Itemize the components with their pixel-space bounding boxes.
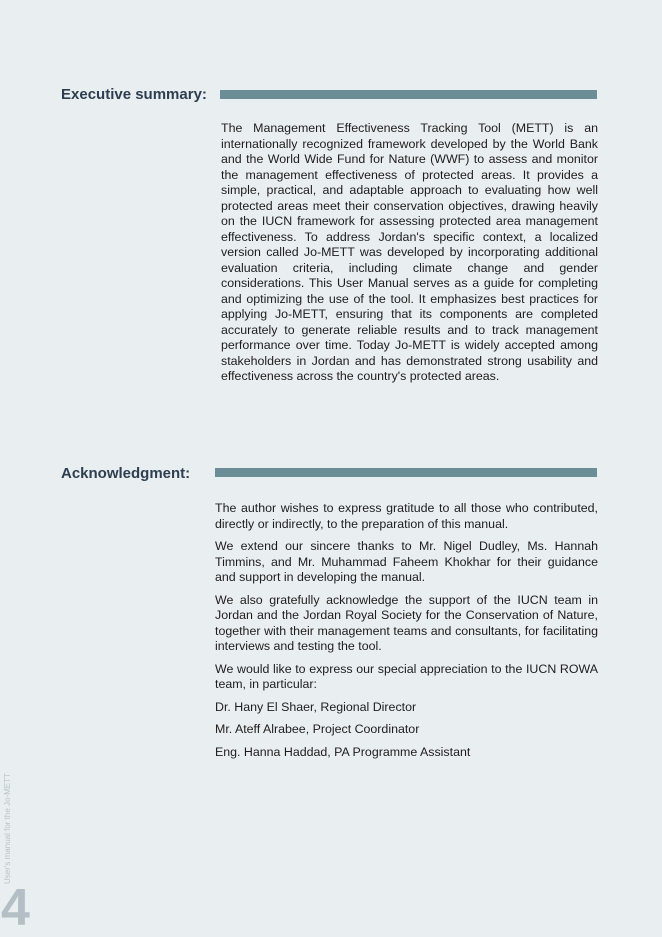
sidebar-manual-label: User's manual for the Jo-METT (3, 773, 12, 884)
executive-summary-header (0, 85, 662, 109)
page-number: 4 (1, 879, 30, 937)
acknowledgment-person: Dr. Hany El Shaer, Regional Director (215, 699, 417, 714)
acknowledgment-header (0, 464, 662, 488)
executive-summary-paragraph: The Management Effectiveness Tracking Tool (METT) is an internationally recognized framework developed by the World Bank and the World Wide Fund for Nature (WWF) to assess and monitor the management effectiveness of protected areas. It provides a simple, practical, and adaptable approach to evaluating how well protected areas meet their conservation objectives, drawing heavily on the IUCN framework for assessing protected area management effectiveness. To address Jordan's specific context, a localized version called Jo-METT was developed by incorporating additional evaluation criteria, including climate change and gender considerations. This User Manual serves as a guide for completing and optimizing the use of the tool. It emphasizes best practices for applying Jo-METT, ensuring that its components are completed accurately to generate reliable results and to track management performance over time. Today Jo-METT is widely accepted among stakeholders in Jordan and has demonstrated strong usability and effectiveness across the country's protected areas. (221, 121, 598, 383)
acknowledgment-paragraph: We also gratefully acknowledge the support of the IUCN team in Jordan and the Jordan Royal Society for the Conservation of Nature, together with their management teams and consultants, for facilitating interviews and testing the tool. (215, 592, 598, 653)
section-divider-bar (220, 90, 597, 99)
acknowledgment-heading: Acknowledgment: (61, 465, 191, 482)
acknowledgment-paragraph: The author wishes to express gratitude to all those who contributed, directly or indirectly, to the preparation of this manual. (215, 501, 598, 531)
acknowledgment-person: Eng. Hanna Haddad, PA Programme Assistant (215, 744, 471, 759)
acknowledgment-person: Mr. Ateff Alrabee, Project Coordinator (215, 722, 420, 736)
acknowledgment-paragraph: We extend our sincere thanks to Mr. Nigel Dudley, Ms. Hannah Timmins, and Mr. Muhammad Faheem Khokhar for their guidance and support in developing the manual. (215, 539, 598, 584)
acknowledgment-body (215, 501, 598, 767)
section-divider-bar (215, 468, 597, 477)
acknowledgment-paragraph: We would like to express our special appreciation to the IUCN ROWA team, in particular: (215, 661, 598, 691)
executive-summary-heading: Executive summary: (61, 86, 207, 103)
executive-summary-body (221, 121, 598, 392)
